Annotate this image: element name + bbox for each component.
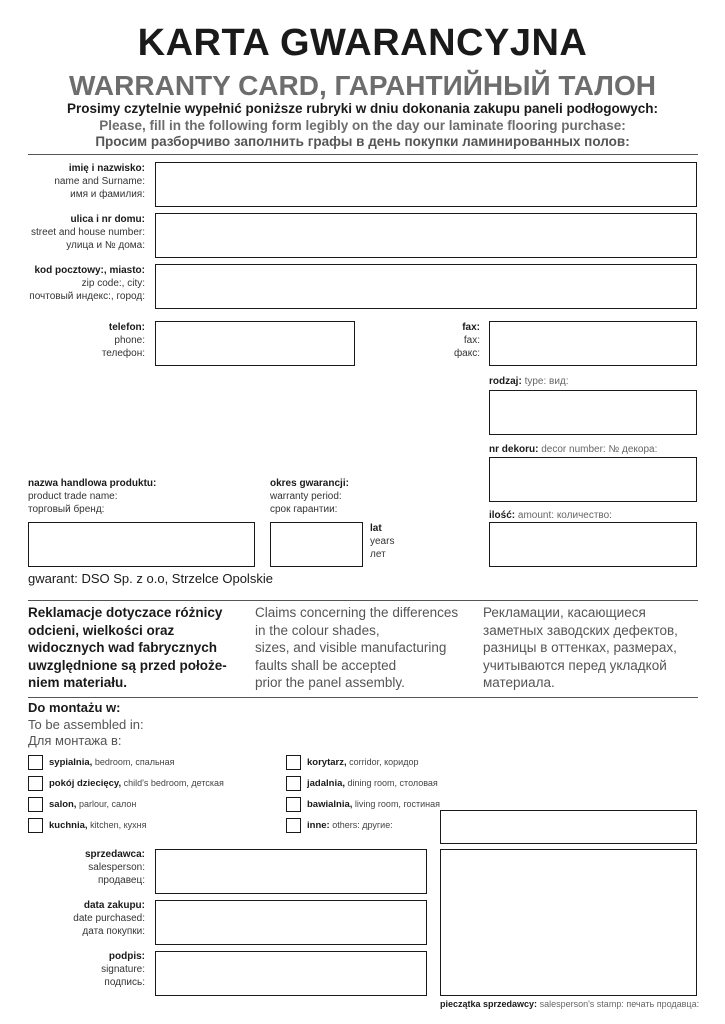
divider (28, 154, 698, 155)
phone-label: telefon: phone: телефон: (101, 322, 145, 359)
checkbox-dining-room[interactable] (286, 776, 301, 791)
product-field[interactable] (28, 522, 255, 567)
type-label: rodzaj: type: вид: (489, 376, 569, 387)
period-label: okres gwarancji: warranty period: срок гарантии: (270, 478, 349, 515)
option-living-room-label: bawialnia, living room, гостиная (307, 799, 441, 810)
checkbox-others[interactable] (286, 818, 301, 833)
stamp-label: pieczątka sprzedawcy: salesperson's stamp: печать продавца: (440, 999, 700, 1009)
date-label: data zakupu: date purchased: дата покупки: (73, 900, 145, 937)
product-label: nazwa handlowa produktu: product trade name: торговый бренд: (28, 478, 157, 515)
fax-field[interactable] (489, 321, 697, 366)
instruction-en: Please, fill in the following form legibly on the day our laminate flooring purchase: (99, 118, 626, 133)
fax-label: fax: fax: факс: (453, 322, 480, 359)
option-others-label: inne: others: другие: (307, 820, 393, 831)
decor-label: nr dekoru: decor number: № декора: (489, 444, 658, 455)
checkbox-corridor[interactable] (286, 755, 301, 770)
salesperson-field[interactable] (155, 849, 427, 894)
divider (28, 600, 698, 601)
option-corridor-label: korytarz, corridor, коридор (307, 757, 419, 768)
option-parlour-label: salon, parlour, салон (49, 799, 137, 810)
instruction-ru: Просим разборчиво заполнить графы в день покупки ламинированных полов: (95, 134, 630, 149)
option-kitchen-label: kuchnia, kitchen, кухня (49, 820, 147, 831)
zip-label: kod pocztowy:, miasto: zip code:, city: почтовый индекс:, город: (29, 265, 145, 302)
checkbox-childs-bedroom[interactable] (28, 776, 43, 791)
instruction-pl: Prosimy czytelnie wypełnić poniższe rubryki w dniu dokonania zakupu paneli podłogowych: (66, 101, 659, 116)
option-bedroom-label: sypialnia, bedroom, спальная (49, 757, 175, 768)
amount-field[interactable] (489, 522, 697, 567)
claims-en: Claims concerning the differences in the colour shades, sizes, and visible manufacturing faults shall be accepted prior the panel assembly. (255, 605, 459, 690)
period-field[interactable] (270, 522, 363, 567)
assembly-heading: Do montażu w: To be assembled in: Для монтажа в: (28, 700, 144, 748)
street-field[interactable] (155, 213, 697, 258)
signature-label: podpis: signature: подпись: (101, 951, 145, 988)
name-field[interactable] (155, 162, 697, 207)
name-label: imię i nazwisko: name and Surname: имя и фамилия: (54, 163, 145, 200)
page-title: KARTA GWARANCYJNA (137, 22, 588, 64)
zip-field[interactable] (155, 264, 697, 309)
checkbox-kitchen[interactable] (28, 818, 43, 833)
phone-field[interactable] (155, 321, 355, 366)
date-field[interactable] (155, 900, 427, 945)
stamp-field[interactable] (440, 849, 697, 996)
years-label: lat years лет (370, 523, 395, 560)
decor-field[interactable] (489, 457, 697, 502)
option-dining-room-label: jadalnia, dining room, столовая (307, 778, 438, 789)
checkbox-living-room[interactable] (286, 797, 301, 812)
page-subtitle: WARRANTY CARD, ГАРАНТИЙНЫЙ ТАЛОН (69, 70, 656, 101)
type-field[interactable] (489, 390, 697, 435)
salesperson-label: sprzedawca: salesperson: продавец: (84, 849, 145, 886)
divider (28, 697, 698, 698)
street-label: ulica i nr domu: street and house number: улица и № дома: (31, 214, 145, 251)
signature-field[interactable] (155, 951, 427, 996)
amount-label: ilość: amount: количество: (489, 510, 612, 521)
claims-ru: Рекламации, касающиеся заметных заводских дефектов, разницы в оттенках, размерах, учитываются перед укладкой материала. (483, 605, 678, 690)
others-field[interactable] (440, 810, 697, 844)
claims-pl: Reklamacje dotyczace różnicy odcieni, wielkości oraz widocznych wad fabrycznych uwzględnione są przed położe- niem materiału. (28, 605, 227, 690)
checkbox-bedroom[interactable] (28, 755, 43, 770)
checkbox-parlour[interactable] (28, 797, 43, 812)
guarantor-text: gwarant: DSO Sp. z o.o, Strzelce Opolskie (28, 571, 273, 586)
option-childs-bedroom-label: pokój dziecięcy, child's bedroom, детская (49, 778, 224, 789)
